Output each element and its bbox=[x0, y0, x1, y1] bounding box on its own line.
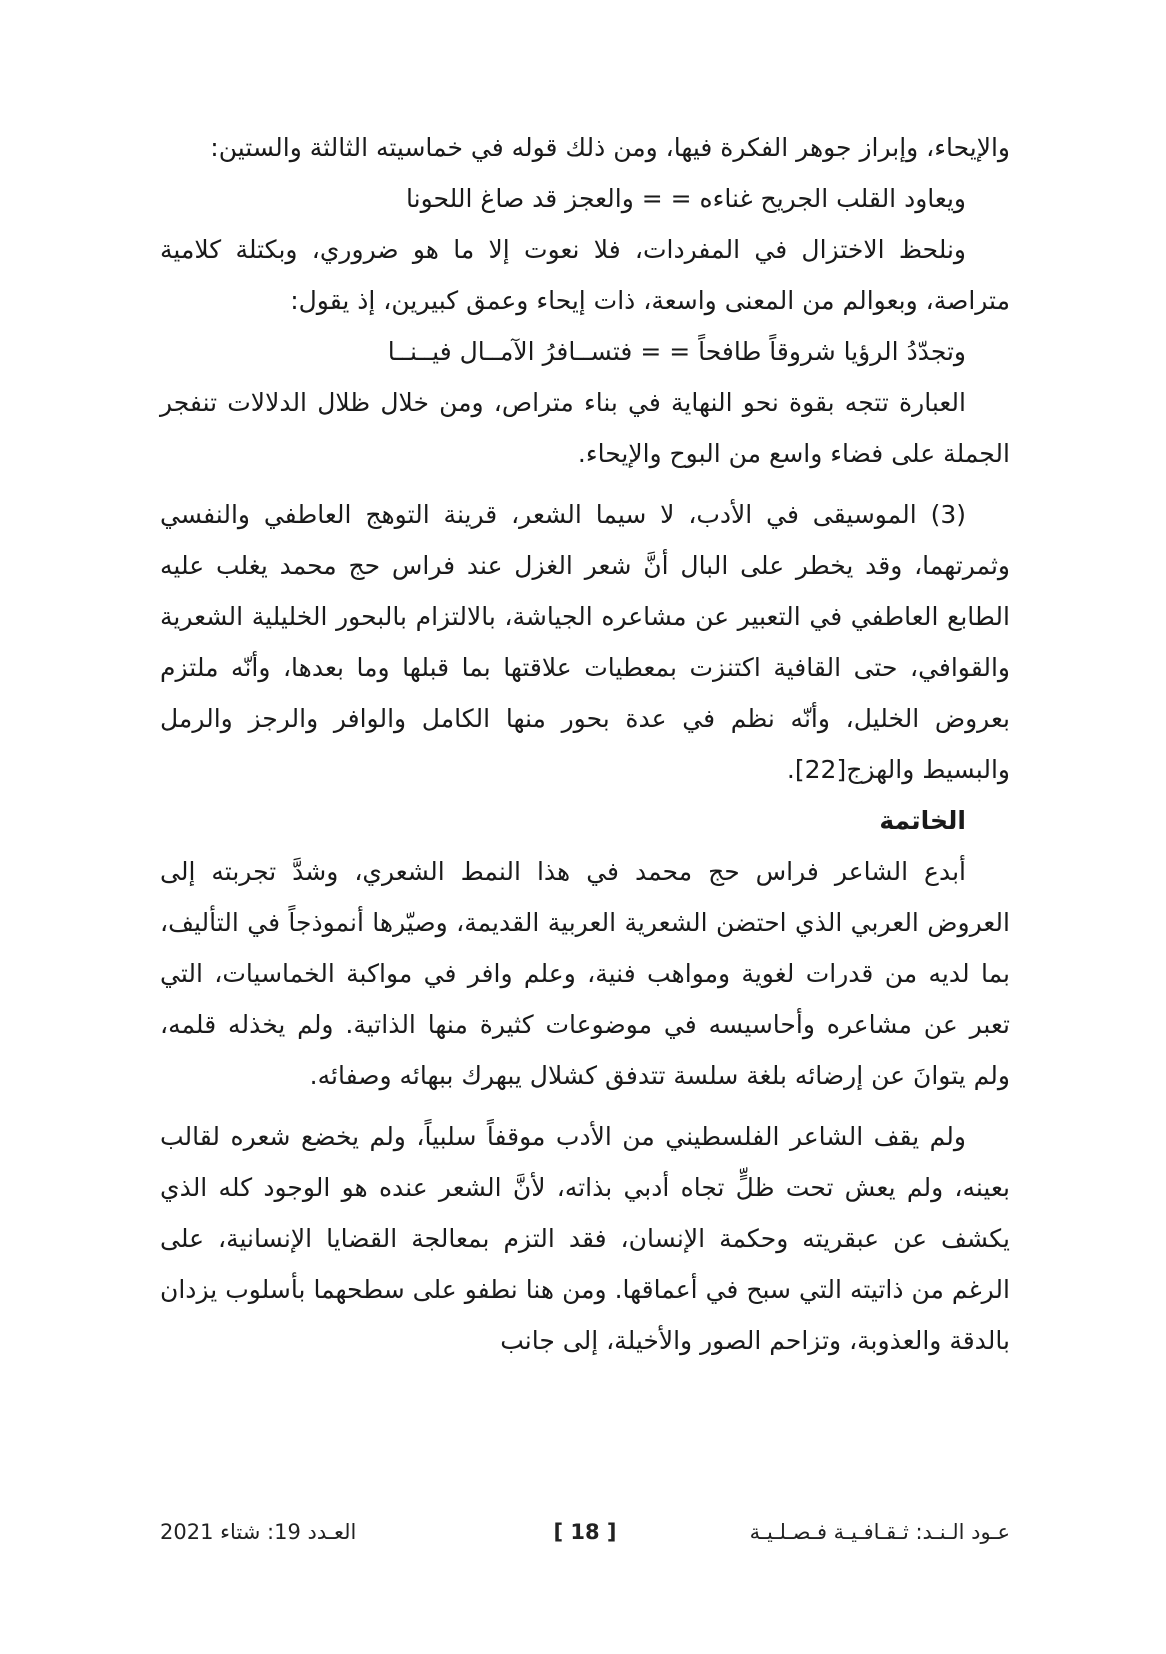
verse-line-1: ويعاود القلب الجريح غناءه = = والعجز قد صاغ اللحونا bbox=[406, 184, 966, 213]
article-body bbox=[160, 122, 1010, 1366]
paragraph-conclusion-1: أبدع الشاعر فراس حج محمد في هذا النمط الشعري، وشدَّ تجربته إلى العروض العربي الذي احتضن الشعرية العربية القديمة، وصيّرها أنموذجاً في التأليف، بما لديه من قدرات لغوية ومواهب فنية، وعلم وافر في مواكبة الخماسيات، التي تعبر عن مشاعره وأحاسيسه في موضوعات كثيرة منها الذاتية. ولم يخذله قلمه، ولم يتوانَ عن إرضائه بلغة سلسة تتدفق كشلال يبهرك ببهائه وصفائه. bbox=[160, 857, 1010, 1090]
spacer bbox=[160, 1101, 1010, 1111]
paragraph-intro: والإيحاء، وإبراز جوهر الفكرة فيها، ومن ذلك قوله في خماسيته الثالثة والستين: bbox=[210, 133, 1010, 162]
footer-issue-info: العـدد 19: شتاء 2021 bbox=[160, 1520, 357, 1544]
paragraph-expression: العبارة تتجه بقوة نحو النهاية في بناء متراص، ومن خلال ظلال الدلالات تنفجر الجملة على فضاء واسع من البوح والإيحاء. bbox=[160, 388, 1010, 468]
paragraph-music: (3) الموسيقى في الأدب، لا سيما الشعر، قرينة التوهج العاطفي والنفسي وثمرتهما، وقد يخطر على البال أنَّ شعر الغزل عند فراس حج محمد يغلب عليه الطابع العاطفي في التعبير عن مشاعره الجياشة، بالالتزام بالبحور الخليلية الشعرية والقوافي، حتى القافية اكتنزت بمعطيات علاقتها بما قبلها وما بعدها، وأنّه ملتزم بعروض الخليل، وأنّه نظم في عدة بحور منها الكامل والوافر والرجز والرمل والبسيط والهزج[22]. bbox=[160, 500, 1010, 784]
footer-journal-name: عـود الـنـد: ثـقـافـيـة فـصـلـيـة bbox=[749, 1520, 1010, 1544]
section-heading-conclusion: الخاتمة bbox=[879, 806, 966, 835]
spacer bbox=[160, 479, 1010, 489]
page-footer bbox=[160, 1520, 1010, 1560]
paragraph-condensation: ونلحظ الاختزال في المفردات، فلا نعوت إلا ما هو ضروري، وبكتلة كلامية متراصة، وبعوالم من المعنى واسعة، ذات إيحاء وعمق كبيرين، إذ يقول: bbox=[160, 235, 1010, 315]
verse-line-2: وتجدّدُ الرؤيا شروقاً طافحاً = = فتســافرُ الآمــال فيــنــا bbox=[387, 337, 966, 366]
footer-page-number: [ 18 ] bbox=[553, 1520, 617, 1544]
paragraph-conclusion-2: ولم يقف الشاعر الفلسطيني من الأدب موقفاً سلبياً، ولم يخضع شعره لقالب بعينه، ولم يعش تحت ظلٍّ تجاه أدبي بذاته، لأنَّ الشعر عنده هو الوجود كله الذي يكشف عن عبقريته وحكمة الإنسان، فقد التزم بمعالجة القضايا الإنسانية، على الرغم من ذاتيته التي سبح في أعماقها. ومن هنا نطفو على سطحهما بأسلوب يزدان بالدقة والعذوبة، وتزاحم الصور والأخيلة، إلى جانب bbox=[160, 1122, 1010, 1355]
